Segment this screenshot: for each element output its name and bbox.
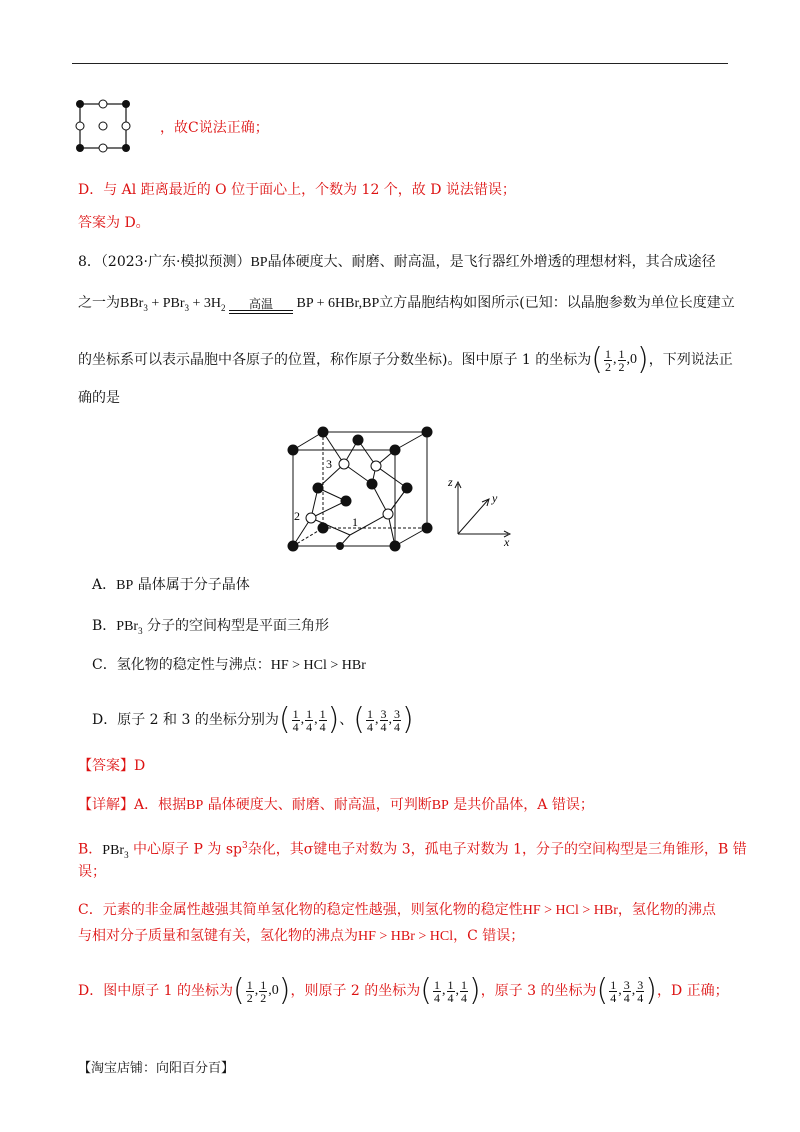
q8-line1 (78, 252, 716, 273)
q8-line2 (78, 293, 735, 318)
q8-bp: BP (250, 255, 268, 270)
detail-a-bp2: BP (431, 798, 449, 813)
q8-line3 (78, 342, 733, 377)
detail-b-text: 中心原子 P 为 sp (133, 841, 242, 858)
condition-text: 高温 (249, 296, 274, 311)
detail-b-text2: 杂化，其σ键电子对数为 3，孤电子对数为 1，分子的空间构型是三角锥形，B 错 (247, 841, 747, 858)
header-rule (72, 63, 728, 64)
detail-c-formula1: HF > HCl > HBr (522, 903, 618, 918)
detail-a (78, 795, 594, 816)
detail-c-post1: ，氢化物的沸点 (617, 902, 716, 918)
detail-d-pre: D．图中原子 1 的坐标为 (78, 983, 234, 999)
answer-value: D (134, 758, 146, 774)
detail-b-cont: 误； (78, 864, 106, 880)
q8-source: （2023·广东·模拟预测） (100, 254, 251, 270)
option-a-label: A． (92, 577, 117, 593)
detail-c-line2 (78, 926, 524, 947)
detail-a-bp1: BP (186, 798, 204, 813)
reaction-condition (229, 298, 293, 318)
prev-c-conclusion: ，故C说法正确； (160, 120, 269, 136)
axis-x-label: x (504, 535, 510, 549)
reaction-products: BP + 6HBr (296, 296, 359, 311)
atom-label-1: 1 (352, 515, 358, 529)
detail-a-mid: 晶体硬度大、耐磨、耐高温，可判断 (207, 797, 432, 813)
detail-b: B．PBr$_3$ 中心原子 P 为 $sp^3$杂化，其σ键电子对数为 3，孤电子对数为 1，分子的空间构型是三角锥形，B 错 (78, 841, 747, 860)
square-lattice-figure (72, 96, 136, 156)
option-a-bp: BP (116, 578, 134, 593)
detail-a-post: 是共价晶体，A 错误； (453, 797, 594, 813)
detail-d-mid: ，则原子 2 的坐标为 (290, 983, 421, 999)
detail-c-text1: C．元素的非金属性越强其简单氢化物的稳定性越强，则氢化物的稳定性 (78, 902, 523, 918)
option-d-text: 原子 2 和 3 的坐标分别为 (117, 712, 279, 728)
atom1-coord: ( $\frac{1}{2}$ , $\frac{1}{2}$ ,0 ) (591, 342, 649, 377)
detail-c-post2: ，C 错误； (453, 928, 525, 944)
q8-stem2-post: 立方晶胞结构如图所示(已知：以晶胞参数为单位长度建立 (379, 295, 735, 311)
detail-c-formula2: HF > HBr > HCl (358, 929, 454, 944)
q8-stem2-pre: 之一为 (78, 295, 120, 311)
atom3-coord-option: ( $\frac{1}{4}$ , $\frac{3}{4}$ , $\frac{3}{4}$ ) (353, 702, 414, 737)
detail-d (78, 973, 729, 1008)
axis-y-label: y (492, 491, 498, 505)
atom2-coord-option: ( $\frac{1}{4}$ , $\frac{1}{4}$ , $\frac{1}{4}$ ) (278, 702, 340, 737)
option-b-text: 分子的空间构型是平面三角形 (147, 618, 330, 634)
detail-c-text2: 与相对分子质量和氢键有关，氢化物的沸点为 (78, 928, 358, 944)
prev-d-line: D．与 Al 距离最近的 O 位于面心上，个数为 12 个，故 D 说法错误； (78, 182, 516, 198)
axis-z-label: z (448, 475, 453, 489)
option-b-label: B． (92, 618, 117, 634)
option-a-text: 晶体属于分子晶体 (137, 577, 250, 593)
q8-number: 8． (78, 254, 101, 270)
option-c-formula: HF > HCl > HBr (270, 658, 366, 673)
reactant-h2: + 3H (189, 296, 222, 311)
detail-tag: 【详解】 (78, 797, 134, 813)
option-c-text: 氢化物的稳定性与沸点： (116, 657, 271, 673)
crystal-cell-figure (280, 422, 520, 558)
option-a (92, 575, 250, 596)
footer-shop: 【淘宝店铺：向阳百分百】 (78, 1061, 235, 1076)
detail-d-mid2: ，原子 3 的坐标为 (480, 983, 597, 999)
option-d (92, 702, 414, 737)
detail-b-pre: B． (78, 841, 103, 858)
detail-a-pre: A．根据 (134, 797, 187, 813)
q8-bp-2: BP (362, 296, 380, 311)
atom-label-3: 3 (326, 457, 332, 471)
answer-tag: 【答案】 (78, 758, 134, 774)
detail-c-line1 (78, 900, 716, 921)
atom-label-2: 2 (294, 509, 300, 523)
prev-answer: 答案为 D。 (78, 215, 150, 231)
option-d-sep: 、 (339, 712, 354, 728)
option-b: B．PBr$_3$ 分子的空间构型是平面三角形 (92, 618, 330, 636)
q8-stem3-post: ，下列说法正 (648, 352, 733, 368)
option-c-label: C． (92, 657, 117, 673)
option-d-label: D． (92, 712, 118, 728)
q8-stem1: 晶体硬度大、耐磨、耐高温，是飞行器红外增透的理想材料，其合成途径 (267, 254, 716, 270)
detail-atom2-coord: ( $\frac{1}{4}$ , $\frac{1}{4}$ , $\frac{1}{4}$ ) (420, 973, 481, 1008)
q8-stem4: 确的是 (78, 390, 120, 406)
reactant-bbr3: BBr (120, 296, 144, 311)
reaction-equation: $BBr_3 + PBr_3 + 3H_2$ 高温 BP + 6HBr,BP (120, 296, 379, 311)
q8-stem3: 的坐标系可以表示晶胞中各原子的位置，称作原子分数坐标)。图中原子 1 的坐标为 (78, 352, 592, 368)
option-b-formula: PBr (116, 619, 139, 634)
option-c (92, 655, 366, 676)
detail-b-formula: PBr (102, 842, 125, 858)
detail-atom1-coord: ( $\frac{1}{2}$ , $\frac{1}{2}$ ,0 ) (233, 973, 291, 1008)
reactant-pbr3: + PBr (147, 296, 185, 311)
detail-d-post: ，D 正确； (656, 983, 729, 999)
detail-atom3-coord: ( $\frac{1}{4}$ , $\frac{3}{4}$ , $\frac{3}{4}$ ) (596, 973, 657, 1008)
answer-line (78, 756, 145, 776)
